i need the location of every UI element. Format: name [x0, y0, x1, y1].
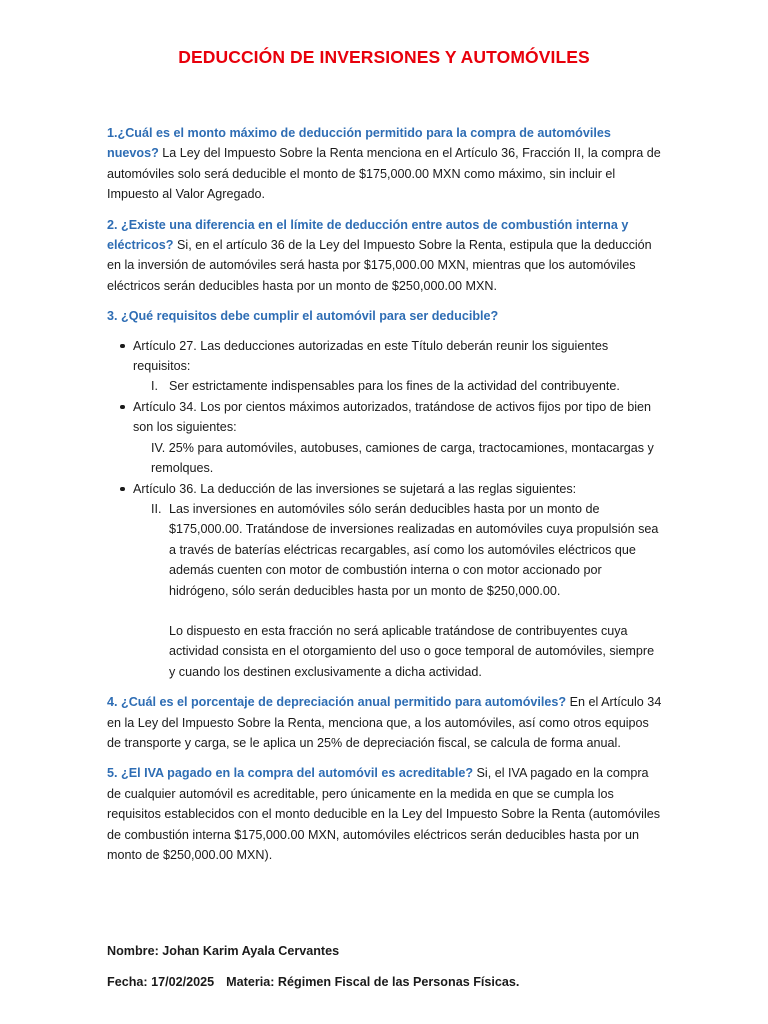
list-item-text: Artículo 34. Los por cientos máximos autorizados, tratándose de activos fijos por tipo de bien son los siguientes:	[133, 399, 652, 435]
sub-item-text-continued: Lo dispuesto en esta fracción no será aplicable tratándose de contribuyentes cuya actividad consista en el otorgamiento del uso o goce temporal de automóviles, siempre y cuando los destinen exclusivamente a dicha actividad.	[169, 623, 655, 679]
question-4: 4. ¿Cuál es el porcentaje de depreciación anual permitido para automóviles?	[107, 695, 567, 710]
list-item-text: Artículo 36. La deducción de las inversiones se sujetará a las reglas siguientes:	[133, 481, 577, 496]
date: Fecha: 17/02/2025	[107, 975, 215, 989]
answer-4: En el Artículo 34 en la Ley del Impuesto Sobre la Renta, menciona que, a los automóviles, así como otros equipos de transporte y carga, se le aplica un 25% de depreciación fiscal, se calcula de forma anual.	[107, 695, 662, 750]
sub-item-number: II.	[151, 501, 162, 516]
list-item-articulo-34	[133, 397, 662, 479]
list-item-text: Artículo 27. Las deducciones autorizadas en este Título deberán reunir los siguientes requisitos:	[133, 338, 609, 374]
answer-5: Si, el IVA pagado en la compra de cualquier automóvil es acreditable, pero únicamente en la medida en que se cumpla los requisitos establecidos con el monto deducible en la Ley del Impuesto Sobre la Renta (automóviles de combustión interna $175,000.00 MXN, automóviles eléctricos serán deducibles hasta por un monto de $250,000.00 MXN).	[107, 766, 661, 862]
subject: Materia: Régimen Fiscal de las Personas Físicas.	[226, 975, 520, 989]
sub-item-text: Las inversiones en automóviles sólo serán deducibles hasta por un monto de $175,000.00. Tratándose de inversiones realizadas en automóviles cuya propulsión sea a través de baterías eléctricas recargables, así como los automóviles eléctricos que además cuenten con motor de combustión interna o con motor accionado por hidrógeno, sólo serán deducibles hasta por un monto de $250,000.00.	[169, 501, 659, 598]
question-1: 1.¿Cuál es el monto máximo de deducción permitido para la compra de automóviles nuevos?	[107, 126, 611, 161]
answer-1: La Ley del Impuesto Sobre la Renta menciona en el Artículo 36, Fracción II, la compra de automóviles solo será deducible el monto de $175,000.00 MXN como máximo, sin incluir el Impuesto al Valor Agregado.	[107, 146, 661, 202]
question-2: 2. ¿Existe una diferencia en el límite de deducción entre autos de combustión interna y eléctricos?	[107, 217, 629, 253]
question-1-paragraph	[107, 123, 662, 205]
sub-item-fraccion-iv: IV. 25% para automóviles, autobuses, camiones de carga, tractocamiones, montacargas y remolques.	[151, 440, 654, 476]
document-body	[107, 123, 662, 875]
sub-item-fraccion-i	[133, 376, 662, 396]
requirements-list	[107, 336, 662, 683]
list-item-articulo-36	[133, 479, 662, 683]
question-2-paragraph	[107, 215, 662, 297]
sub-item-number: I.	[151, 379, 158, 394]
question-5: 5. ¿El IVA pagado en la compra del automóvil es acreditable?	[107, 766, 474, 781]
sub-item-text: Ser estrictamente indispensables para los fines de la actividad del contribuyente.	[169, 379, 620, 394]
document-title: DEDUCCIÓN DE INVERSIONES Y AUTOMÓVILES	[178, 47, 590, 67]
question-5-paragraph	[107, 763, 662, 865]
date-and-subject	[107, 975, 519, 989]
sub-item-fraccion-ii	[133, 499, 662, 682]
answer-2: Si, en el artículo 36 de la Ley del Impuesto Sobre la Renta, estipula que la deducción en la inversión de automóviles será hasta por $175,000.00 MXN, mientras que los automóviles eléctricos serán deducibles hasta por un monto de $250,000.00 MXN.	[107, 238, 652, 293]
list-item-articulo-27	[133, 336, 662, 397]
question-4-paragraph	[107, 692, 662, 753]
author-name: Nombre: Johan Karim Ayala Cervantes	[107, 944, 340, 958]
question-3: 3. ¿Qué requisitos debe cumplir el automóvil para ser deducible?	[107, 309, 499, 324]
